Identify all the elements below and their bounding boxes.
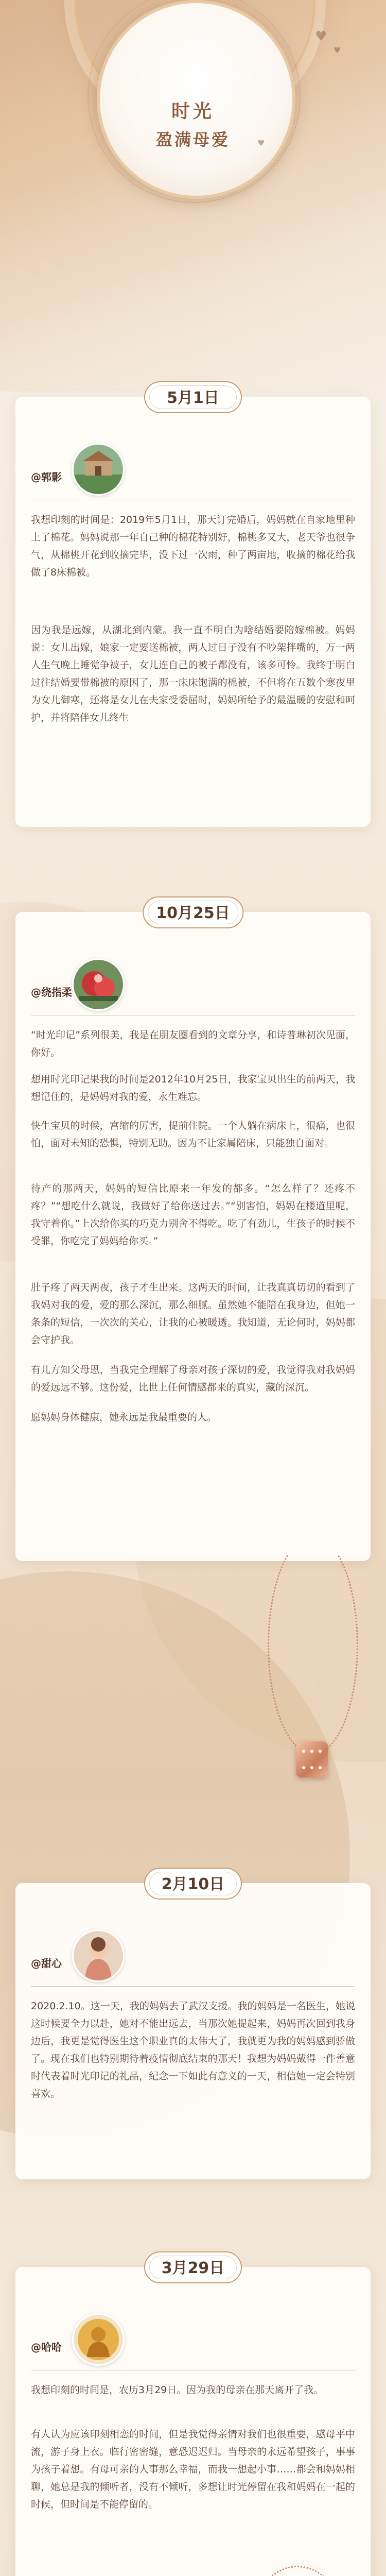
story-paragraph: 我想印刻的时间是，农历3月29日。因为我的母亲在那天离开了我。 <box>31 2384 324 2396</box>
story-paragraph: “时光印记”系列很美，我是在朋友圈看到的文章分享，和诗普琳初次见面，你好。 <box>31 1029 355 1058</box>
avatar-image <box>74 1931 123 1980</box>
avatar-image <box>74 2315 123 2364</box>
story-paragraph: 因为我是远嫁，从湖北到内蒙。我一直不明白为啥结婚要陪嫁棉被。妈妈说：女儿出嫁，娘家一定要送棉被，两人过日子没有不吵架拌嘴的，万一两人生气晚上睡觉争被子，女儿连自己的被子都没有，该多可怜。我终于明白过往结婚要带棉被的原因了，那一床床饱满的棉被，不但将在五数个寒夜里为女儿御寒，还将是女儿在夫家受委屈时，妈妈所给予的最温暖的安慰和呵护，并将陪伴女儿终生 <box>31 624 355 723</box>
divider <box>31 1986 355 1987</box>
story-paragraph: 2020.2.10。这一天，我的妈妈去了武汉支援。我的妈妈是一名医生，她说这时候要全力以赴，她对不能出远去，当那次她提起来，妈妈再次回到我身边后，我更是觉得医生这个职业真的太伟大了，我就更为我的妈妈感到骄傲了。现在我们也特别期待着疫情彻底结束的那天！我想为妈妈戴得一件善意时代表着时光印记的礼品，纪念一下如此有意义的一天，相信她一定会特别喜欢。 <box>31 2001 355 2099</box>
necklace-charm <box>296 1741 328 1777</box>
heart-icon: ♥ <box>315 29 327 44</box>
story-author: @绕指柔 <box>31 986 72 998</box>
hero-subtitle: 盈满母爱 <box>155 130 230 149</box>
heart-icon: ♥ <box>334 45 341 55</box>
story-card <box>15 389 371 827</box>
necklace-chain <box>268 1535 358 1755</box>
story-card <box>15 1875 371 2179</box>
story-date: 10月25日 <box>143 896 243 928</box>
story-card <box>15 2259 371 2576</box>
story-date: 2月10日 <box>144 1868 242 1900</box>
story-date: 5月1日 <box>144 381 242 413</box>
avatar <box>72 958 125 1011</box>
story-paragraph: 肚子疼了两天两夜，孩子才生出来。这两天的时间，让我真真切切的看到了我妈对我的爱，爱的那么深沉，那么细腻。虽然她不能陪在我身边，但她一条条的短信，一次次的关心，让我的心被暖透。我知道，无论何时，妈妈都会守护我。 <box>31 1282 355 1346</box>
avatar-image <box>74 445 123 494</box>
story-paragraph: 待产的那两天，妈妈的短信比原来一年发的都多。“怎么样了？还疼不疼？”“想吃什么就说，我做好了给你送过去。”“别害怕，妈妈在楼道里呢，我守着你。”上次给你买的巧克力别舍不得吃。吃了有劲儿，生孩子的时候不受罪，你吃完了妈妈给你买。” <box>31 1183 355 1247</box>
heart-icon: ♥ <box>257 138 265 148</box>
hero-title: 时光 <box>171 100 215 122</box>
story-paragraph: 愿妈妈身体健康，她永远是我最重要的人。 <box>31 1412 217 1423</box>
story-card <box>15 904 371 1561</box>
story-date: 3月29日 <box>144 2251 242 2283</box>
avatar <box>72 443 125 496</box>
avatar <box>72 2313 125 2366</box>
story-paragraph: 快生宝贝的时候，宫缩的厉害，提前住院。一个人躺在病床上，很痛，也很怕，面对未知的恐惧，特别无助。因为不让家属陪床，只能独自面对。 <box>31 1120 355 1149</box>
story-paragraph: 有儿方知父母恩，当我完全理解了母亲对孩子深切的爱，我觉得我对我妈妈的爱远远不够。这份爱，比世上任何情感都来的真实，藏的深沉。 <box>31 1364 355 1393</box>
avatar <box>72 1929 125 1982</box>
story-author: @哈哈 <box>31 2341 62 2353</box>
story-paragraph: 我想印刻的时间是：2019年5月1日，那天订完婚后，妈妈就在自家地里种上了棉花。妈妈说那一年自己种的棉花特别好，棉桃多又大，老天爷也很争气，从棉桃开花到收摘完毕，没下过一次雨，种了两亩地，收摘的棉花给我做了8床棉被。 <box>31 514 355 578</box>
avatar-image <box>74 960 123 1009</box>
story-author: @甜心 <box>31 1957 62 1970</box>
story-paragraph: 有人认为应该印刻相恋的时间，但是我觉得亲情对我们也很重要，感母平中流，游子身上衣。临行密密缝，意恐迟迟归。当母亲的永远希望孩子，事事为孩子着想。有母可亲的人事那么幸福，而我一想起小事……都会和妈妈相聊，她总是我的倾听者，没有不倾听，多想让时光停留在我和妈妈在一起的时候，但时间是不能停留的。 <box>31 2429 355 2510</box>
story-paragraph: 想用时光印记果我的时间是2012年10月25日，我家宝贝出生的前两天，我想记住的，是妈妈对我的爱，永生难忘。 <box>31 1074 355 1103</box>
story-author: @郭影 <box>31 471 62 483</box>
